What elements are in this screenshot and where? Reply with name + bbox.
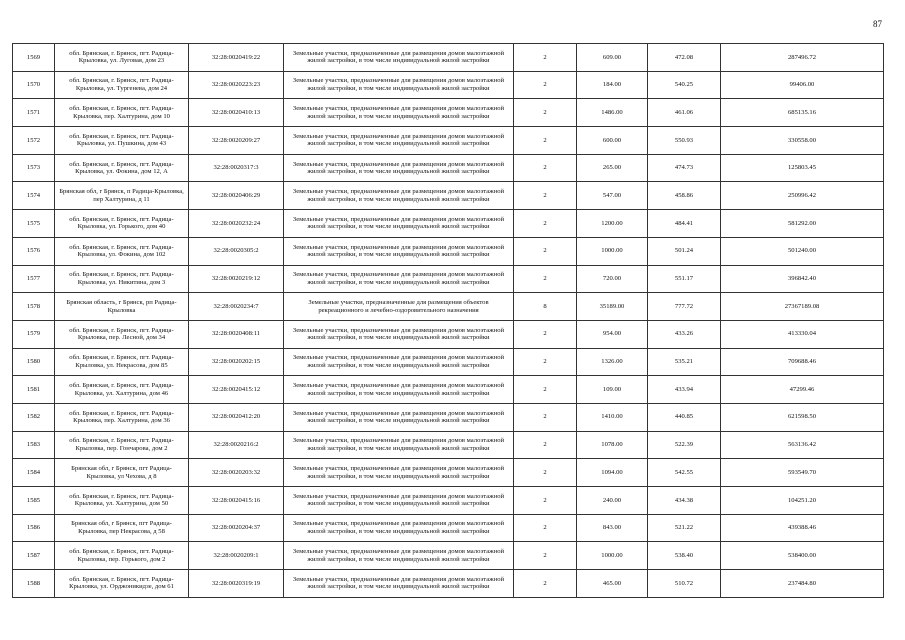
cadastral-number-cell: 32:28:0020234:7 — [189, 293, 284, 321]
land-use-cell: Земельные участки, предназначенные для размещения домов малоэтажной жилой застройки, в том числе индивидуальной жилой застройки — [284, 265, 514, 293]
cadastral-value-cell: 104251.20 — [721, 487, 884, 515]
cadastral-value-cell: 621598.50 — [721, 403, 884, 431]
specific-value-cell: 461.06 — [648, 99, 721, 127]
table-row — [13, 376, 884, 404]
row-number-cell: 1569 — [13, 44, 55, 72]
row-number-cell: 1575 — [13, 210, 55, 238]
area-cell: 1410.00 — [577, 403, 648, 431]
address-cell: обл. Брянская, г. Брянск, пгт. Радица-Крыловка, ул. Тургенева, дом 24 — [55, 71, 189, 99]
row-number-cell: 1585 — [13, 487, 55, 515]
land-use-cell: Земельные участки, предназначенные для размещения домов малоэтажной жилой застройки, в том числе индивидуальной жилой застройки — [284, 487, 514, 515]
row-number-cell: 1571 — [13, 99, 55, 127]
cadastral-table — [12, 43, 884, 598]
address-cell: обл. Брянская, г. Брянск, пгт. Радица-Крыловка, пер. Халтурина, дом 10 — [55, 99, 189, 127]
address-cell: Брянская обл, г Брянск, пгт Радица-Крыловка, пер Некрасова, д 58 — [55, 514, 189, 542]
table-row — [13, 265, 884, 293]
cadastral-value-cell: 581292.00 — [721, 210, 884, 238]
area-cell: 184.00 — [577, 71, 648, 99]
table-row — [13, 487, 884, 515]
cadastral-value-cell: 413330.04 — [721, 320, 884, 348]
row-number-cell: 1570 — [13, 71, 55, 99]
table-row — [13, 71, 884, 99]
row-number-cell: 1582 — [13, 403, 55, 431]
land-use-cell: Земельные участки, предназначенные для размещения домов малоэтажной жилой застройки, в том числе индивидуальной жилой застройки — [284, 71, 514, 99]
specific-value-cell: 440.85 — [648, 403, 721, 431]
row-number-cell: 1581 — [13, 376, 55, 404]
cadastral-value-cell: 709688.46 — [721, 348, 884, 376]
address-cell: обл. Брянская, г. Брянск, пгт. Радица-Крыловка, ул. Пушкина, дом 43 — [55, 127, 189, 155]
group-cell: 2 — [514, 514, 577, 542]
table-row — [13, 514, 884, 542]
address-cell: обл. Брянская, г. Брянск, пгт. Радица-Крыловка, ул. Фокина, дом 102 — [55, 237, 189, 265]
group-cell: 2 — [514, 127, 577, 155]
area-cell: 720.00 — [577, 265, 648, 293]
land-use-cell: Земельные участки, предназначенные для размещения домов малоэтажной жилой застройки, в том числе индивидуальной жилой застройки — [284, 154, 514, 182]
address-cell: обл. Брянская, г. Брянск, пгт. Радица-Крыловка, ул. Некрасова, дом 85 — [55, 348, 189, 376]
row-number-cell: 1586 — [13, 514, 55, 542]
cadastral-number-cell: 32:28:0020408:11 — [189, 320, 284, 348]
land-use-cell: Земельные участки, предназначенные для размещения объектов рекреационного и лечебно-оздоровительного назначения — [284, 293, 514, 321]
address-cell: обл. Брянская, г. Брянск, пгт. Радица-Крыловка, ул. Халтурина, дом 46 — [55, 376, 189, 404]
cadastral-value-cell: 439388.46 — [721, 514, 884, 542]
row-number-cell: 1583 — [13, 431, 55, 459]
area-cell: 843.00 — [577, 514, 648, 542]
area-cell: 1000.00 — [577, 542, 648, 570]
group-cell: 2 — [514, 403, 577, 431]
table-body — [13, 44, 884, 598]
specific-value-cell: 540.25 — [648, 71, 721, 99]
cadastral-number-cell: 32:28:0020415:12 — [189, 376, 284, 404]
specific-value-cell: 433.94 — [648, 376, 721, 404]
address-cell: обл. Брянская, г. Брянск, пгт. Радица-Крыловка, ул. Халтурина, дом 50 — [55, 487, 189, 515]
area-cell: 547.00 — [577, 182, 648, 210]
row-number-cell: 1588 — [13, 570, 55, 598]
cadastral-number-cell: 32:28:0020317:3 — [189, 154, 284, 182]
row-number-cell: 1576 — [13, 237, 55, 265]
cadastral-value-cell: 538400.00 — [721, 542, 884, 570]
group-cell: 2 — [514, 182, 577, 210]
table-row — [13, 570, 884, 598]
area-cell: 954.00 — [577, 320, 648, 348]
group-cell: 2 — [514, 154, 577, 182]
row-number-cell: 1574 — [13, 182, 55, 210]
group-cell: 2 — [514, 376, 577, 404]
cadastral-number-cell: 32:28:0020209:1 — [189, 542, 284, 570]
cadastral-value-cell: 250996.42 — [721, 182, 884, 210]
address-cell: обл. Брянская, г. Брянск, пгт. Радица-Крыловка, ул. Горького, дом 40 — [55, 210, 189, 238]
cadastral-number-cell: 32:28:0020305:2 — [189, 237, 284, 265]
cadastral-value-cell: 125803.45 — [721, 154, 884, 182]
cadastral-number-cell: 32:28:0020219:12 — [189, 265, 284, 293]
specific-value-cell: 521.22 — [648, 514, 721, 542]
group-cell: 2 — [514, 71, 577, 99]
table-row — [13, 431, 884, 459]
table-row — [13, 293, 884, 321]
cadastral-number-cell: 32:28:0020209:27 — [189, 127, 284, 155]
address-cell: Брянская область, г Брянск, рп Радица-Крыловка — [55, 293, 189, 321]
table-row — [13, 459, 884, 487]
land-use-cell: Земельные участки, предназначенные для размещения домов малоэтажной жилой застройки, в том числе индивидуальной жилой застройки — [284, 210, 514, 238]
area-cell: 609.00 — [577, 44, 648, 72]
land-use-cell: Земельные участки, предназначенные для размещения домов малоэтажной жилой застройки, в том числе индивидуальной жилой застройки — [284, 431, 514, 459]
land-use-cell: Земельные участки, предназначенные для размещения домов малоэтажной жилой застройки, в том числе индивидуальной жилой застройки — [284, 542, 514, 570]
cadastral-value-cell: 593549.70 — [721, 459, 884, 487]
cadastral-value-cell: 287496.72 — [721, 44, 884, 72]
area-cell: 265.00 — [577, 154, 648, 182]
area-cell: 1486.00 — [577, 99, 648, 127]
row-number-cell: 1580 — [13, 348, 55, 376]
specific-value-cell: 434.38 — [648, 487, 721, 515]
specific-value-cell: 433.26 — [648, 320, 721, 348]
group-cell: 8 — [514, 293, 577, 321]
table-row — [13, 182, 884, 210]
specific-value-cell: 472.08 — [648, 44, 721, 72]
table-row — [13, 99, 884, 127]
cadastral-value-cell: 330558.00 — [721, 127, 884, 155]
land-use-cell: Земельные участки, предназначенные для размещения домов малоэтажной жилой застройки, в том числе индивидуальной жилой застройки — [284, 514, 514, 542]
specific-value-cell: 551.17 — [648, 265, 721, 293]
group-cell: 2 — [514, 487, 577, 515]
specific-value-cell: 484.41 — [648, 210, 721, 238]
cadastral-number-cell: 32:28:0020319:19 — [189, 570, 284, 598]
specific-value-cell: 522.39 — [648, 431, 721, 459]
specific-value-cell: 501.24 — [648, 237, 721, 265]
cadastral-number-cell: 32:28:0020415:16 — [189, 487, 284, 515]
cadastral-number-cell: 32:28:0020223:23 — [189, 71, 284, 99]
area-cell: 109.00 — [577, 376, 648, 404]
group-cell: 2 — [514, 431, 577, 459]
group-cell: 2 — [514, 320, 577, 348]
land-use-cell: Земельные участки, предназначенные для размещения домов малоэтажной жилой застройки, в том числе индивидуальной жилой застройки — [284, 348, 514, 376]
cadastral-number-cell: 32:28:0020410:13 — [189, 99, 284, 127]
address-cell: Брянская обл, г Брянск, п Радица-Крыловка, пер Халтурина, д 11 — [55, 182, 189, 210]
area-cell: 1326.00 — [577, 348, 648, 376]
address-cell: обл. Брянская, г. Брянск, пгт. Радица-Крыловка, пер. Горького, дом 2 — [55, 542, 189, 570]
cadastral-value-cell: 47299.46 — [721, 376, 884, 404]
group-cell: 2 — [514, 459, 577, 487]
table-row — [13, 237, 884, 265]
land-use-cell: Земельные участки, предназначенные для размещения домов малоэтажной жилой застройки, в том числе индивидуальной жилой застройки — [284, 570, 514, 598]
cadastral-number-cell: 32:28:0020232:24 — [189, 210, 284, 238]
row-number-cell: 1572 — [13, 127, 55, 155]
table-row — [13, 127, 884, 155]
cadastral-value-cell: 563136.42 — [721, 431, 884, 459]
table-row — [13, 348, 884, 376]
land-use-cell: Земельные участки, предназначенные для размещения домов малоэтажной жилой застройки, в том числе индивидуальной жилой застройки — [284, 376, 514, 404]
group-cell: 2 — [514, 210, 577, 238]
land-use-cell: Земельные участки, предназначенные для размещения домов малоэтажной жилой застройки, в том числе индивидуальной жилой застройки — [284, 459, 514, 487]
specific-value-cell: 550.93 — [648, 127, 721, 155]
cadastral-number-cell: 32:28:0020412:20 — [189, 403, 284, 431]
cadastral-value-cell: 99406.00 — [721, 71, 884, 99]
address-cell: обл. Брянская, г. Брянск, пгт. Радица-Крыловка, пер. Халтурина, дом 36 — [55, 403, 189, 431]
group-cell: 2 — [514, 542, 577, 570]
group-cell: 2 — [514, 237, 577, 265]
cadastral-value-cell: 685135.16 — [721, 99, 884, 127]
cadastral-value-cell: 237484.80 — [721, 570, 884, 598]
address-cell: обл. Брянская, г. Брянск, пгт. Радица-Крыловка, ул. Фокина, дом 12, А — [55, 154, 189, 182]
group-cell: 2 — [514, 44, 577, 72]
specific-value-cell: 535.21 — [648, 348, 721, 376]
group-cell: 2 — [514, 348, 577, 376]
row-number-cell: 1578 — [13, 293, 55, 321]
specific-value-cell: 458.86 — [648, 182, 721, 210]
area-cell: 465.00 — [577, 570, 648, 598]
table-row — [13, 320, 884, 348]
table-row — [13, 210, 884, 238]
cadastral-number-cell: 32:28:0020204:37 — [189, 514, 284, 542]
address-cell: обл. Брянская, г. Брянск, пгт. Радица-Крыловка, ул. Никитина, дом 3 — [55, 265, 189, 293]
address-cell: обл. Брянская, г. Брянск, пгт. Радица-Крыловка, ул. Орджоникидзе, дом 61 — [55, 570, 189, 598]
cadastral-value-cell: 27367189.08 — [721, 293, 884, 321]
land-use-cell: Земельные участки, предназначенные для размещения домов малоэтажной жилой застройки, в том числе индивидуальной жилой застройки — [284, 237, 514, 265]
area-cell: 1078.00 — [577, 431, 648, 459]
cadastral-value-cell: 396842.40 — [721, 265, 884, 293]
table-row — [13, 403, 884, 431]
specific-value-cell: 474.73 — [648, 154, 721, 182]
cadastral-value-cell: 501240.00 — [721, 237, 884, 265]
row-number-cell: 1579 — [13, 320, 55, 348]
area-cell: 240.00 — [577, 487, 648, 515]
area-cell: 1094.00 — [577, 459, 648, 487]
specific-value-cell: 777.72 — [648, 293, 721, 321]
area-cell: 35189.00 — [577, 293, 648, 321]
area-cell: 600.00 — [577, 127, 648, 155]
address-cell: обл. Брянская, г. Брянск, пгт. Радица-Крыловка, пер. Гончарова, дом 2 — [55, 431, 189, 459]
land-use-cell: Земельные участки, предназначенные для размещения домов малоэтажной жилой застройки, в том числе индивидуальной жилой застройки — [284, 403, 514, 431]
land-use-cell: Земельные участки, предназначенные для размещения домов малоэтажной жилой застройки, в том числе индивидуальной жилой застройки — [284, 99, 514, 127]
address-cell: Брянская обл, г Брянск, пгт Радица-Крыловка, ул Чехова, д 8 — [55, 459, 189, 487]
group-cell: 2 — [514, 99, 577, 127]
row-number-cell: 1587 — [13, 542, 55, 570]
cadastral-number-cell: 32:28:0020202:15 — [189, 348, 284, 376]
table-row — [13, 542, 884, 570]
cadastral-number-cell: 32:28:0020419:22 — [189, 44, 284, 72]
row-number-cell: 1584 — [13, 459, 55, 487]
area-cell: 1000.00 — [577, 237, 648, 265]
address-cell: обл. Брянская, г. Брянск, пгт. Радица-Крыловка, ул. Луговая, дом 23 — [55, 44, 189, 72]
page-number: 87 — [873, 19, 882, 29]
land-use-cell: Земельные участки, предназначенные для размещения домов малоэтажной жилой застройки, в том числе индивидуальной жилой застройки — [284, 182, 514, 210]
land-use-cell: Земельные участки, предназначенные для размещения домов малоэтажной жилой застройки, в том числе индивидуальной жилой застройки — [284, 127, 514, 155]
area-cell: 1200.00 — [577, 210, 648, 238]
land-use-cell: Земельные участки, предназначенные для размещения домов малоэтажной жилой застройки, в том числе индивидуальной жилой застройки — [284, 320, 514, 348]
group-cell: 2 — [514, 570, 577, 598]
group-cell: 2 — [514, 265, 577, 293]
row-number-cell: 1573 — [13, 154, 55, 182]
cadastral-number-cell: 32:28:0020406:29 — [189, 182, 284, 210]
address-cell: обл. Брянская, г. Брянск, пгт. Радица-Крыловка, пер. Лесной, дом 34 — [55, 320, 189, 348]
row-number-cell: 1577 — [13, 265, 55, 293]
cadastral-number-cell: 32:28:0020203:32 — [189, 459, 284, 487]
specific-value-cell: 542.55 — [648, 459, 721, 487]
table-row — [13, 154, 884, 182]
cadastral-number-cell: 32:28:0020216:2 — [189, 431, 284, 459]
specific-value-cell: 538.40 — [648, 542, 721, 570]
table-row — [13, 44, 884, 72]
land-use-cell: Земельные участки, предназначенные для размещения домов малоэтажной жилой застройки, в том числе индивидуальной жилой застройки — [284, 44, 514, 72]
specific-value-cell: 510.72 — [648, 570, 721, 598]
